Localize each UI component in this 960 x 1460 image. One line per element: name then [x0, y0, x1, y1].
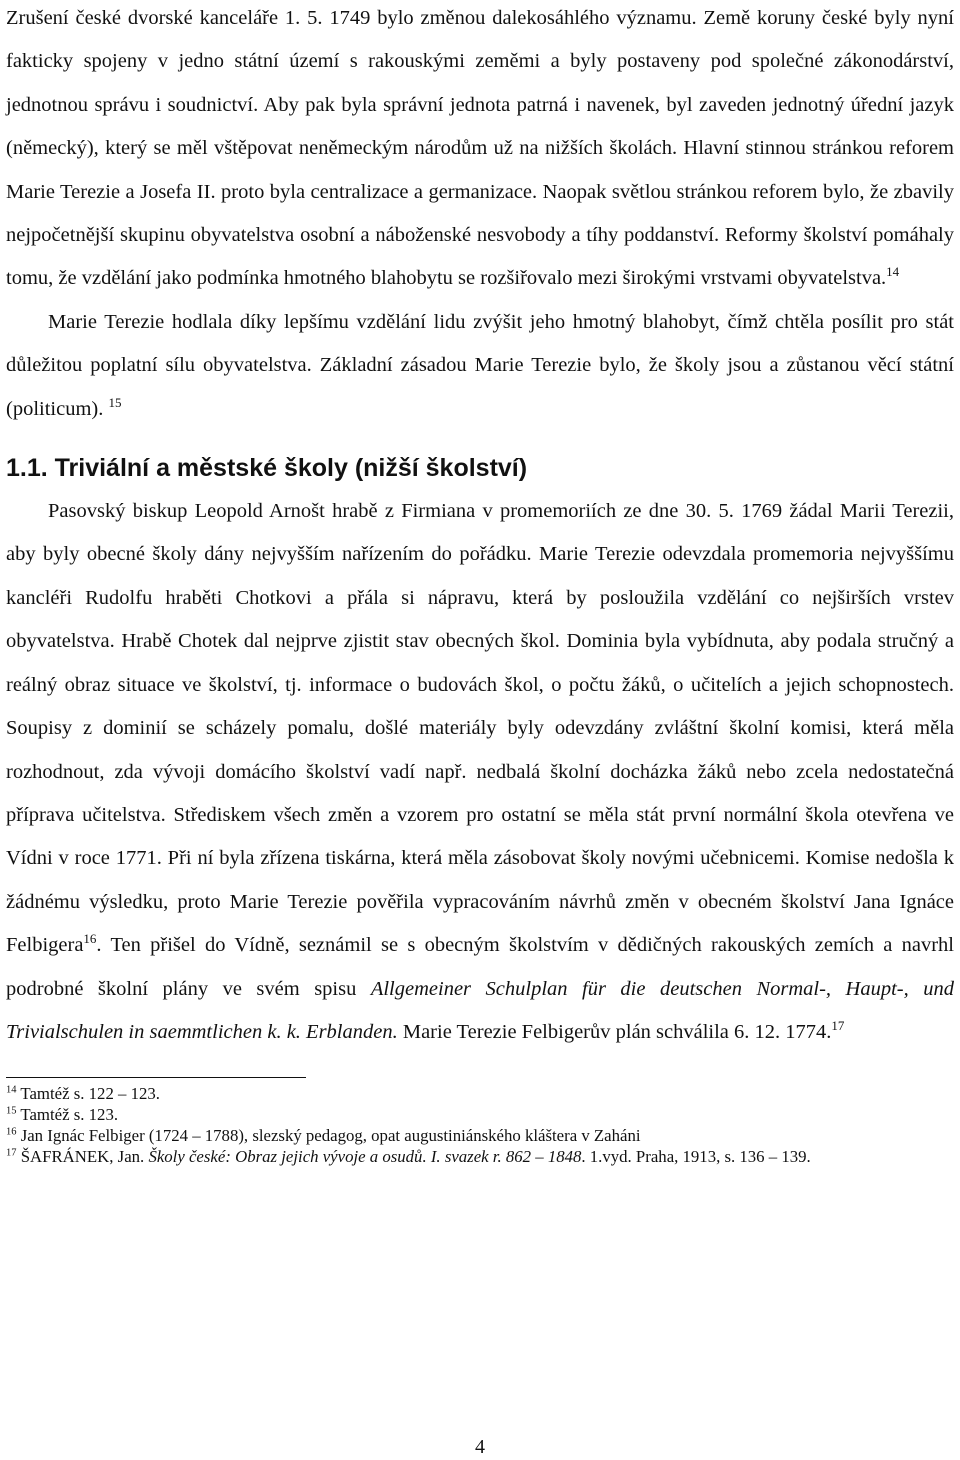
paragraph-maria-theresa-education	[6, 301, 954, 431]
footnote-15	[6, 1105, 954, 1126]
footnote-text: . 1.vyd. Praha, 1913, s. 136 – 139.	[581, 1146, 811, 1166]
footnote-number: 15	[6, 1105, 17, 1117]
footnote-ref-16[interactable]: 16	[83, 931, 97, 947]
footnote-text: Jan Ignác Felbiger (1724 – 1788), slezský pedagog, opat augustiniánského kláštera v Zaháni	[20, 1125, 641, 1145]
footnote-17	[6, 1147, 954, 1168]
paragraph-passau-bishop	[6, 490, 954, 1054]
footnote-ref-17[interactable]: 17	[831, 1018, 845, 1034]
footnote-number: 14	[6, 1084, 17, 1096]
paragraph-text: . Ten přišel do Vídně, seznámil se s obecným školstvím v dědičných rakouských zemích a navrhl podrobné školní plány ve svém spisu	[6, 934, 954, 1000]
paragraph-text: Zrušení české dvorské kanceláře 1. 5. 1749 bylo změnou dalekosáhlého významu. Země koruny české byly nyní fakticky spojeny v jedno státní území s rakouskými zeměmi a byly postaveny pod společné zákonodárství, jednotnou správu i soudnictví. Aby pak byla správní jednota patrná i navenek, byl zaveden jednotný úřední jazyk (německý), který se měl vštěpovat neněmeckým národům už na nižších školách. Hlavní stinnou stránkou reforem Marie Terezie a Josefa II. proto byla centralizace a germanizace. Naopak světlou stránkou reforem bylo, že zbavily nejpočetnější skupinu obyvatelstva osobní a náboženské nesvobody a tíhy poddanství. Reformy školství pomáhaly tomu, že vzdělání jako podmínka hmotného blahobytu se rozšiřovalo mezi širokými vrstvami obyvatelstva.	[6, 7, 954, 290]
footnote-author: ŠAFRÁNEK, Jan.	[20, 1146, 149, 1166]
footnote-separator	[6, 1077, 306, 1078]
document-page	[6, 0, 954, 1168]
paragraph-text: Pasovský biskup Leopold Arnošt hrabě z Firmiana v promemoriích ze dne 30. 5. 1769 žádal Marii Terezii, aby byly obecné školy dány nejvyšším nařízením do pořádku. Marie Terezie odevzdala promemoria nejvyššímu kancléři Rudolfu hraběti Chotkovi a přála si nápravu, která by posloužila vzdělání co nejširších vrstev obyvatelstva. Hrabě Chotek dal nejprve zjistit stav obecných škol. Dominia byla vybídnuta, aby podala stručný a reálný obraz situace ve školství, tj. informace o budovách škol, o počtu žáků, o učitelích a jejich schopnostech. Soupisy z dominií se scházely pomalu, došlé materiály byly odevzdány zvláštní školní komisi, která měla rozhodnout, zda vývoji domácího školství vadí např. nedbalá školní docházka žáků nebo zcela nedostatečná příprava učitelstva. Střediskem všech změn a vzorem pro ostatní se měla stát první normální škola otevřena ve Vídni v roce 1771. Při ní byla zřízena tiskárna, která měla zásobovat školy novými učebnicemi. Komise nedošla k žádnému výsledku, proto Marie Terezie pověřila vypracováním návrhů změn v obecném školství Jana Ignáce Felbigera	[6, 500, 954, 957]
footnote-title-italic: Školy české: Obraz jejich vývoje a osudů. I. svazek r. 862 – 1848	[148, 1146, 582, 1166]
footnote-number: 17	[6, 1147, 17, 1159]
footnote-number: 16	[6, 1126, 17, 1138]
page-number: 4	[475, 1436, 485, 1458]
book-title-italic: Allgemeiner Schulplan für die deutschen Normal-, Haupt-, und Trivialschulen in saemmtlichen k. k. Erblanden.	[6, 977, 954, 1043]
section-heading: 1.1. Triviální a městské školy (nižší školství)	[6, 454, 528, 483]
footnote-14	[6, 1084, 954, 1105]
paragraph-centralization	[6, 0, 954, 301]
footnote-text: Tamtéž s. 123.	[20, 1105, 119, 1125]
footnote-16	[6, 1126, 954, 1147]
paragraph-text: Marie Terezie Felbigerův plán schválila 6. 12. 1774.	[397, 1020, 832, 1043]
footnote-text: Tamtéž s. 122 – 123.	[20, 1084, 160, 1104]
paragraph-text: Marie Terezie hodlala díky lepšímu vzdělání lidu zvýšit jeho hmotný blahobyt, čímž chtěla posílit pro stát důležitou poplatní sílu obyvatelstva. Základní zásadou Marie Terezie bylo, že školy jsou a zůstanou věcí státní (politicum).	[6, 310, 954, 420]
footnote-ref-14[interactable]: 14	[886, 264, 900, 280]
footnote-ref-15[interactable]: 15	[108, 394, 122, 410]
